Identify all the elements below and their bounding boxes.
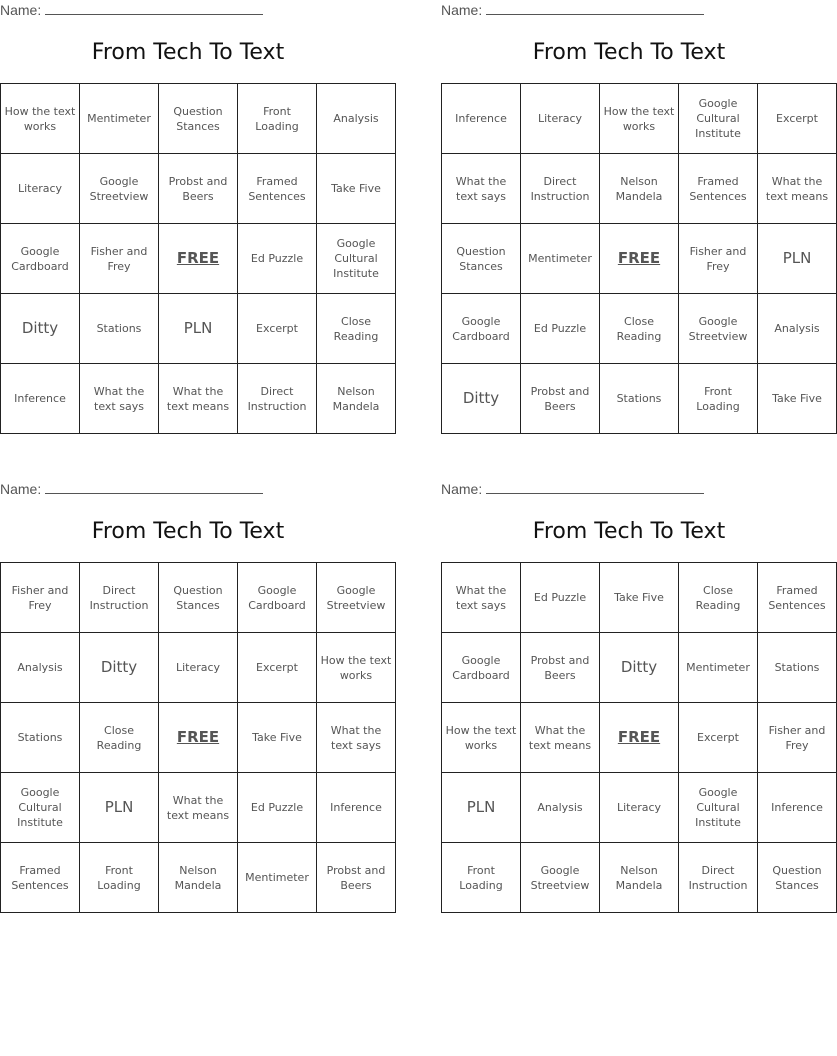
name-label: Name: [0, 2, 42, 18]
name-field [0, 2, 263, 18]
free-space[interactable]: FREE [600, 703, 679, 773]
bingo-cell[interactable]: How the text works [317, 633, 396, 703]
bingo-row [1, 294, 396, 364]
bingo-cell[interactable]: Question Stances [159, 563, 238, 633]
bingo-cell[interactable]: Nelson Mandela [600, 843, 679, 913]
bingo-cell[interactable]: Framed Sentences [758, 563, 837, 633]
bingo-cell[interactable]: Take Five [758, 364, 837, 434]
free-space[interactable]: FREE [600, 224, 679, 294]
bingo-cell[interactable]: Literacy [1, 154, 80, 224]
bingo-row [442, 563, 837, 633]
name-field [441, 2, 704, 18]
bingo-cell[interactable]: Mentimeter [238, 843, 317, 913]
name-blank-line[interactable] [45, 2, 263, 15]
bingo-row [442, 294, 837, 364]
bingo-cell[interactable]: Ditty [442, 364, 521, 434]
bingo-cell[interactable]: Probst and Beers [521, 633, 600, 703]
bingo-cell[interactable]: How the text works [1, 84, 80, 154]
bingo-cell[interactable]: Mentimeter [80, 84, 159, 154]
bingo-cell[interactable]: Ed Puzzle [521, 294, 600, 364]
name-field [0, 481, 263, 497]
bingo-row [1, 773, 396, 843]
bingo-cell[interactable]: Framed Sentences [679, 154, 758, 224]
bingo-cell[interactable]: Google Cultural Institute [679, 773, 758, 843]
bingo-cell[interactable]: Front Loading [80, 843, 159, 913]
bingo-row [1, 703, 396, 773]
bingo-cell[interactable]: Framed Sentences [238, 154, 317, 224]
bingo-cell[interactable]: Inference [1, 364, 80, 434]
bingo-cell[interactable]: Google Cultural Institute [1, 773, 80, 843]
bingo-cell[interactable]: Google Cardboard [442, 294, 521, 364]
bingo-cell[interactable]: Question Stances [159, 84, 238, 154]
bingo-cell[interactable]: Framed Sentences [1, 843, 80, 913]
bingo-cell[interactable]: Nelson Mandela [600, 154, 679, 224]
bingo-cell[interactable]: Analysis [521, 773, 600, 843]
bingo-row [1, 843, 396, 913]
bingo-cell[interactable]: Ed Puzzle [238, 773, 317, 843]
bingo-cell[interactable]: Ditty [80, 633, 159, 703]
bingo-cell[interactable]: Analysis [317, 84, 396, 154]
bingo-cell[interactable]: Take Five [238, 703, 317, 773]
bingo-cell[interactable]: Close Reading [317, 294, 396, 364]
bingo-cell[interactable]: Ditty [600, 633, 679, 703]
bingo-cell[interactable]: Inference [317, 773, 396, 843]
bingo-cell[interactable]: Literacy [159, 633, 238, 703]
bingo-cell[interactable]: Probst and Beers [521, 364, 600, 434]
bingo-cell[interactable]: Google Cardboard [1, 224, 80, 294]
bingo-cell[interactable]: Excerpt [679, 703, 758, 773]
bingo-cell[interactable]: Question Stances [758, 843, 837, 913]
bingo-cell[interactable]: Close Reading [600, 294, 679, 364]
bingo-row [442, 364, 837, 434]
bingo-row [442, 633, 837, 703]
name-blank-line[interactable] [486, 2, 704, 15]
bingo-cell[interactable]: What the text means [159, 773, 238, 843]
bingo-cell[interactable]: Question Stances [442, 224, 521, 294]
bingo-row [1, 84, 396, 154]
bingo-cell[interactable]: Close Reading [80, 703, 159, 773]
bingo-cell[interactable]: Analysis [758, 294, 837, 364]
bingo-cell[interactable]: PLN [80, 773, 159, 843]
bingo-cell[interactable]: PLN [159, 294, 238, 364]
bingo-cell[interactable]: Take Five [600, 563, 679, 633]
bingo-cell[interactable]: Direct Instruction [80, 563, 159, 633]
bingo-cell[interactable]: Literacy [600, 773, 679, 843]
bingo-cell[interactable]: Analysis [1, 633, 80, 703]
bingo-cell[interactable]: What the text says [442, 563, 521, 633]
bingo-cell[interactable]: Google Cardboard [238, 563, 317, 633]
bingo-cell[interactable]: Ditty [1, 294, 80, 364]
bingo-cell[interactable]: Front Loading [238, 84, 317, 154]
card-title: From Tech To Text [91, 519, 285, 544]
bingo-cell[interactable]: Google Streetview [521, 843, 600, 913]
bingo-cell[interactable]: Stations [600, 364, 679, 434]
bingo-cell[interactable]: What the text means [521, 703, 600, 773]
bingo-cell[interactable]: Fisher and Frey [1, 563, 80, 633]
card-title: From Tech To Text [91, 40, 285, 65]
bingo-cell[interactable]: Literacy [521, 84, 600, 154]
bingo-cell[interactable]: Mentimeter [521, 224, 600, 294]
bingo-cell[interactable]: How the text works [600, 84, 679, 154]
bingo-cell[interactable]: Ed Puzzle [238, 224, 317, 294]
bingo-cell[interactable]: What the text says [80, 364, 159, 434]
card-title: From Tech To Text [532, 519, 726, 544]
bingo-cell[interactable]: Direct Instruction [238, 364, 317, 434]
bingo-cell[interactable]: Nelson Mandela [317, 364, 396, 434]
bingo-row [1, 154, 396, 224]
bingo-cell[interactable]: Close Reading [679, 563, 758, 633]
bingo-cell[interactable]: Google Cardboard [442, 633, 521, 703]
name-label: Name: [441, 2, 483, 18]
bingo-cell[interactable]: Take Five [317, 154, 396, 224]
free-space[interactable]: FREE [159, 703, 238, 773]
bingo-grid [0, 562, 396, 913]
bingo-cell[interactable]: What the text says [317, 703, 396, 773]
bingo-cell[interactable]: How the text works [442, 703, 521, 773]
bingo-cell[interactable]: Nelson Mandela [159, 843, 238, 913]
bingo-cell[interactable]: Mentimeter [679, 633, 758, 703]
bingo-cell[interactable]: PLN [442, 773, 521, 843]
bingo-row [442, 224, 837, 294]
bingo-cell[interactable]: Stations [758, 633, 837, 703]
bingo-cell[interactable]: Excerpt [238, 633, 317, 703]
bingo-cell[interactable]: Front Loading [442, 843, 521, 913]
bingo-cell[interactable]: Direct Instruction [679, 843, 758, 913]
bingo-cell[interactable]: Stations [80, 294, 159, 364]
bingo-cell[interactable]: Ed Puzzle [521, 563, 600, 633]
bingo-row [442, 843, 837, 913]
card-title: From Tech To Text [532, 40, 726, 65]
bingo-cell[interactable]: Google Streetview [80, 154, 159, 224]
bingo-grid [441, 83, 837, 434]
bingo-cell[interactable]: Excerpt [758, 84, 837, 154]
bingo-cell[interactable]: Probst and Beers [159, 154, 238, 224]
name-label: Name: [0, 481, 42, 497]
bingo-cell[interactable]: Inference [442, 84, 521, 154]
bingo-row [442, 703, 837, 773]
bingo-row [1, 364, 396, 434]
bingo-cell[interactable]: Direct Instruction [521, 154, 600, 224]
bingo-cell[interactable]: What the text means [159, 364, 238, 434]
bingo-cell[interactable]: Google Streetview [679, 294, 758, 364]
bingo-cell[interactable]: Stations [1, 703, 80, 773]
bingo-row [442, 773, 837, 843]
bingo-row [442, 84, 837, 154]
bingo-row [1, 563, 396, 633]
bingo-cell[interactable]: Excerpt [238, 294, 317, 364]
bingo-row [1, 633, 396, 703]
name-blank-line[interactable] [45, 481, 263, 494]
bingo-cell[interactable]: Fisher and Frey [80, 224, 159, 294]
free-space[interactable]: FREE [159, 224, 238, 294]
bingo-cell[interactable]: What the text means [758, 154, 837, 224]
bingo-grid [0, 83, 396, 434]
bingo-cell[interactable]: Google Cultural Institute [317, 224, 396, 294]
bingo-row [442, 154, 837, 224]
bingo-grid [441, 562, 837, 913]
name-blank-line[interactable] [486, 481, 704, 494]
name-field [441, 481, 704, 497]
name-label: Name: [441, 481, 483, 497]
bingo-cell[interactable]: Front Loading [679, 364, 758, 434]
bingo-cell[interactable]: Google Cultural Institute [679, 84, 758, 154]
bingo-cell[interactable]: Google Streetview [317, 563, 396, 633]
bingo-cell[interactable]: Inference [758, 773, 837, 843]
bingo-cell[interactable]: PLN [758, 224, 837, 294]
bingo-row [1, 224, 396, 294]
bingo-cell[interactable]: Probst and Beers [317, 843, 396, 913]
bingo-cell[interactable]: Fisher and Frey [679, 224, 758, 294]
bingo-cell[interactable]: What the text says [442, 154, 521, 224]
bingo-cell[interactable]: Fisher and Frey [758, 703, 837, 773]
